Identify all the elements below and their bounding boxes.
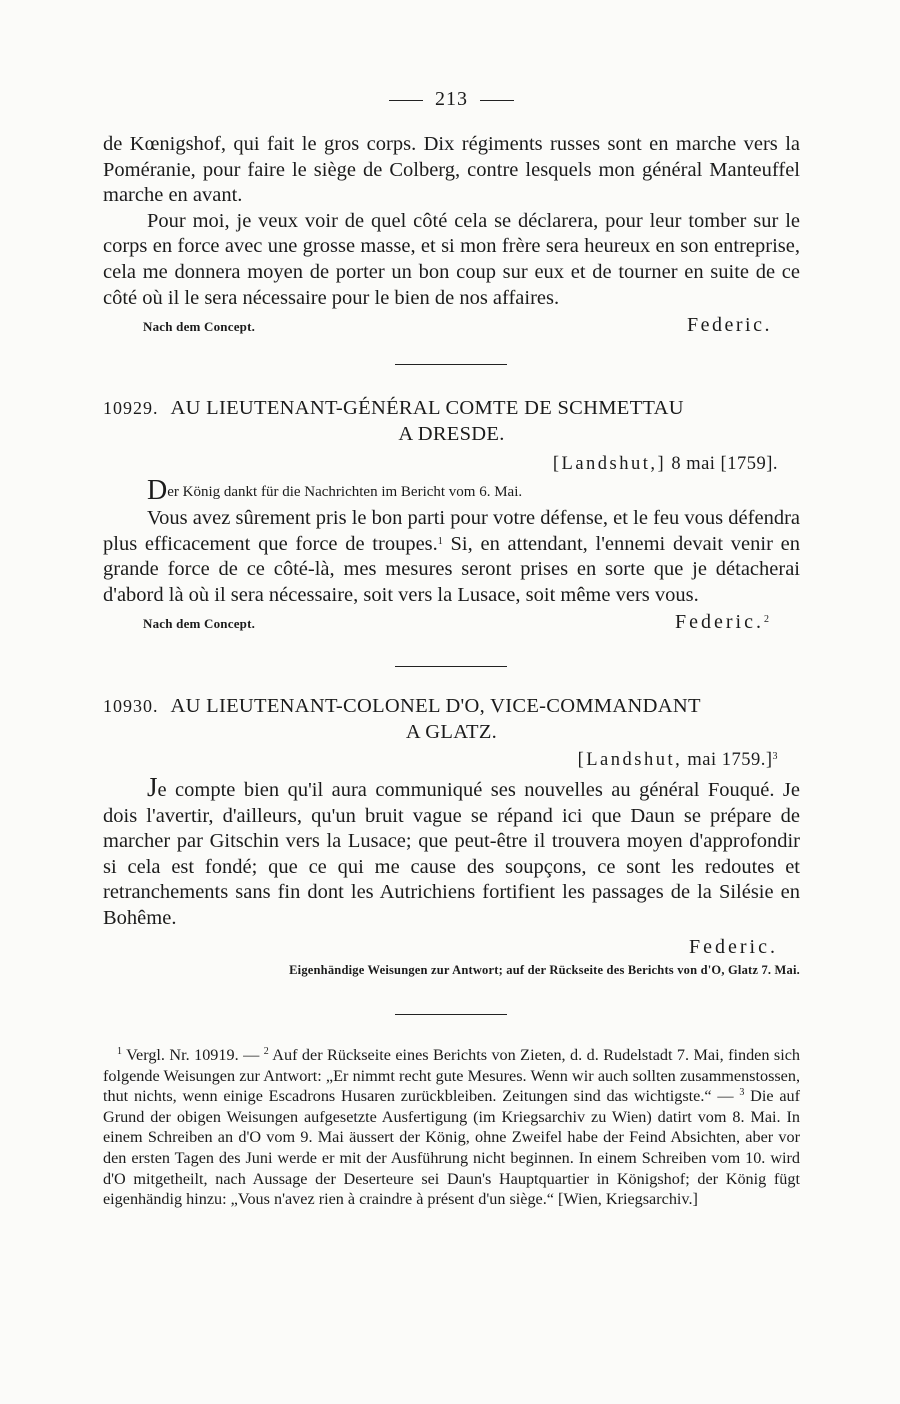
letter-number: 10929. (103, 398, 159, 418)
letter-10929 (103, 395, 800, 634)
letter-number: 10930. (103, 696, 159, 716)
footnotes-text (103, 1045, 800, 1210)
letter-date (103, 451, 800, 477)
date-text: 8 mai [1759]. (671, 454, 778, 474)
section-divider (395, 364, 507, 365)
signature-text: Federic. (675, 611, 764, 634)
page-number: 213 (435, 88, 468, 110)
footnote-marker-3: 3 (739, 1087, 745, 1099)
body-part-1: Vous avez sûrement pris le bon parti pour votre défense, et le feu vous défendra plus efficacement que force de troupes. (103, 507, 800, 555)
body-initial: J (147, 772, 158, 802)
date-text: mai 1759.] (687, 750, 773, 770)
letter-date (103, 747, 800, 773)
letter-title (103, 693, 800, 745)
addressee: AU LIEUTENANT-GÉNÉRAL COMTE DE SCHMETTAU (170, 397, 684, 419)
body-part-2: Si, en attendant, l'ennemi devait venir en grande force de ce côté-là, mes mesures seront prises en sorte que je détacherai d'abord là où il sera nécessaire, soit vers la Lusace, soit même vers vous. (103, 532, 800, 606)
book-page (103, 0, 800, 1404)
header-dash-right (480, 100, 514, 101)
summary-initial: D (147, 475, 168, 506)
source-note: Nach dem Concept. (143, 616, 256, 632)
header-dash-left (389, 100, 423, 101)
date-place: [Landshut, (577, 750, 683, 770)
footnote-marker-1: 1 (117, 1046, 122, 1057)
body-text: e compte bien qu'il aura communiqué ses nouvelles au général Fouqué. Je dois l'avertir, d'ailleurs, qu'un bruit vague se répand ici que Daun se prépare de marcher par Gitschin vers la Lusace; que peut-être il trouvera moyen d'approfondir si cela est fondé; que ce qui me cause des soupçons, ce sont les redoutes et retranchements sans fin dont les Autrichiens fortifient les passages de la Silésie en Bohême. (103, 779, 800, 929)
letter-10930 (103, 693, 800, 980)
signature: Federic. (687, 314, 772, 337)
running-header (103, 88, 800, 111)
source-note: Nach dem Concept. (143, 319, 256, 335)
acknowledgement-note: Eigenhändige Weisungen zur Antwort; auf der Rückseite des Berichts von d'O, Glatz 7. Mai. (289, 962, 800, 977)
date-footnote-ref: 3 (772, 751, 778, 762)
continuation-paragraph-1: de Kœnigshof, qui fait le gros corps. Dix régiments russes sont en marche vers la Poméranie, pour faire le siège de Colberg, contre lesquels mon général Manteuffel marche en avant. (103, 133, 800, 207)
footnote-1: Vergl. Nr. 10919. — (122, 1046, 264, 1064)
addressee-place: A DRESDE. (398, 423, 505, 445)
letter-summary (103, 475, 800, 506)
addressee-place: A GLATZ. (405, 721, 498, 743)
section-divider (395, 666, 507, 667)
letter-source-line (103, 608, 800, 634)
footnote-ref: 1 (437, 535, 443, 547)
footnote-2: Auf der Rückseite eines Berichts von Zieten, d. d. Rudelstadt 7. Mai, finden sich folgende Weisungen zur Antwort: „Er nimmt recht gute Mesures. Wenn wir auch sollten zusammenstossen, thut nichts, wenn einige Escadrons Husaren zurückbleiben. Zeitungen sind das wichtigste.“ — (103, 1046, 800, 1106)
signature: Federic. (689, 935, 778, 958)
footnote-marker-2: 2 (263, 1046, 269, 1057)
continuation-section (103, 132, 800, 337)
footnotes-section (103, 1045, 800, 1210)
letter-body (103, 506, 800, 608)
signature-footnote-ref: 2 (764, 614, 772, 626)
summary-text: er König dankt für die Nachrichten im Bericht vom 6. Mai. (167, 484, 523, 500)
signature (675, 611, 772, 634)
footnote-divider (395, 1014, 507, 1015)
addressee: AU LIEUTENANT-COLONEL D'O, VICE-COMMANDANT (170, 695, 701, 717)
letter-body (103, 772, 800, 932)
footnote-3: Die auf Grund der obigen Weisungen aufgesetzte Ausfertigung (im Kriegsarchiv zu Wien) datirt vom 8. Mai. In einem Schreiben an d'O vom 9. Mai äussert der König, ohne Zweifel habe der Feind Absichten, aber vor den ersten Tagen des Juni werde er mit der Ausführung nicht beginnen. In einem Schreiben vom 10. wird d'O mitgetheilt, nach Aussage der Deserteure sei Daun's Hauptquartier in Königshof; der König fügt eigenhändig hinzu: „Vous n'avez rien à craindre à présent d'un siège.“ [Wien, Kriegsarchiv.] (103, 1087, 801, 1209)
continuation-source-line (103, 311, 800, 337)
letter-title (103, 395, 800, 447)
continuation-paragraph-2: Pour moi, je veux voir de quel côté cela se déclarera, pour leur tomber sur le corps en force avec une grosse masse, et si mon frère sera heureux en son entreprise, cela me donnera moyen de porter un bon coup sur eux et de tourner en suite de ce côté où il le sera nécessaire pour le bien de nos affaires. (103, 209, 800, 309)
date-place: [Landshut,] (552, 454, 667, 474)
